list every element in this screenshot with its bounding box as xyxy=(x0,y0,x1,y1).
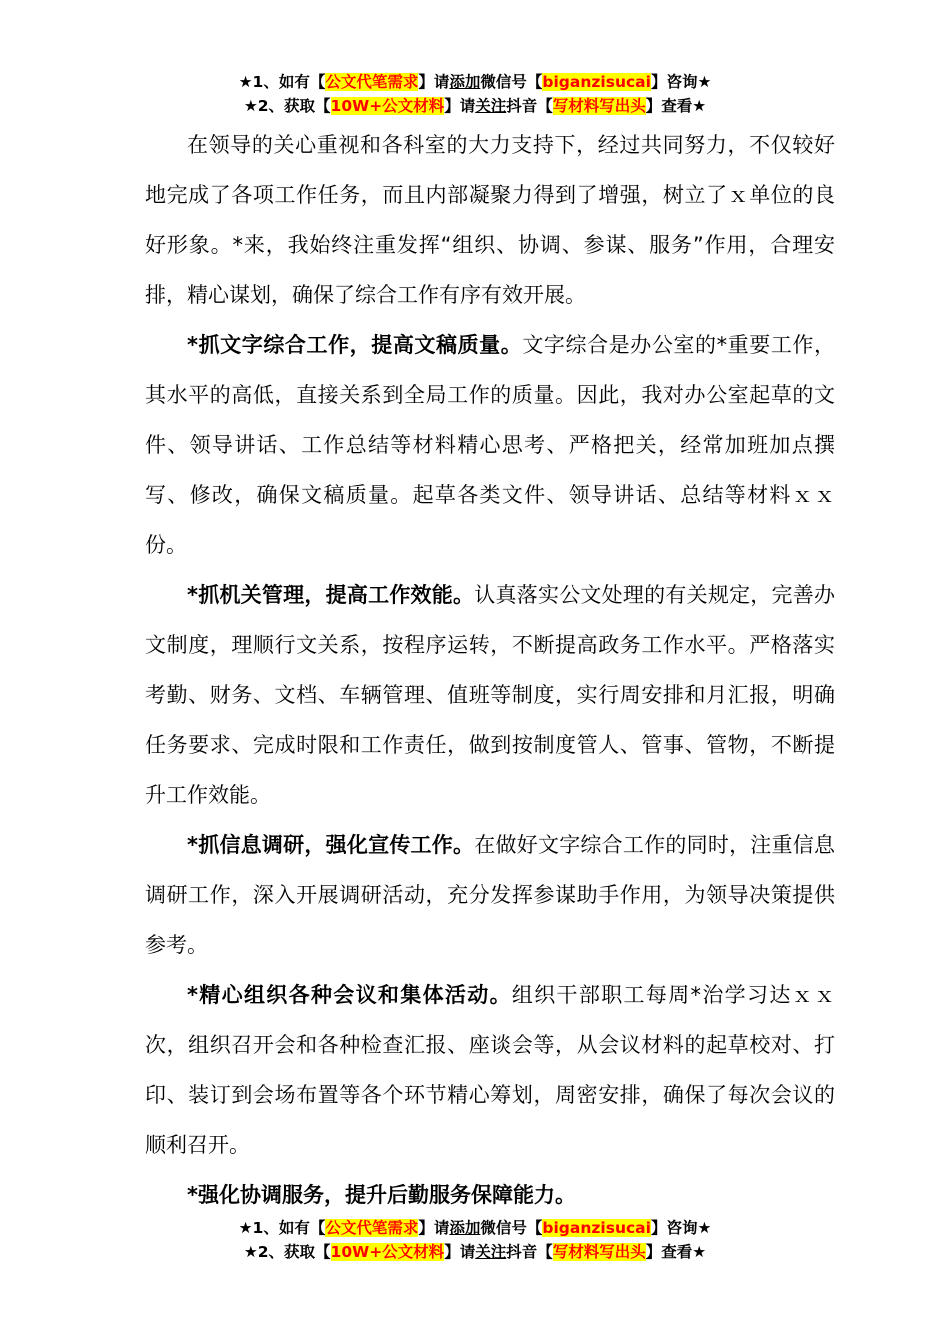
highlight-text: 10W+公文材料 xyxy=(330,1243,445,1261)
paragraph-heading: *抓文字综合工作，提高文稿质量。 xyxy=(187,333,523,357)
bottom-banner xyxy=(0,1216,950,1264)
banner-line-1: ★1、如有【公文代笔需求】请添加微信号【biganzisucai】咨询★ xyxy=(238,73,712,91)
wechat-id: biganzisucai xyxy=(542,1219,651,1237)
paragraph-heading: *精心组织各种会议和集体活动。 xyxy=(187,983,512,1007)
paragraph xyxy=(145,570,835,820)
douyin-account: 写材料写出头 xyxy=(552,97,646,115)
highlight-text: 公文代笔需求 xyxy=(325,73,419,91)
highlight-text: 公文代笔需求 xyxy=(325,1219,419,1237)
banner-line-1: ★1、如有【公文代笔需求】请添加微信号【biganzisucai】咨询★ xyxy=(238,1219,712,1237)
paragraph xyxy=(145,820,835,970)
paragraph xyxy=(145,320,835,570)
highlight-text: 10W+公文材料 xyxy=(330,97,445,115)
paragraph xyxy=(145,970,835,1170)
underlined-text: 添加 xyxy=(449,73,481,91)
paragraph-heading: *抓机关管理，提高工作效能。 xyxy=(187,583,475,607)
banner-line-2: ★2、获取【10W+公文材料】请关注抖音【写材料写出头】查看★ xyxy=(243,97,707,115)
paragraph xyxy=(145,1170,835,1220)
underlined-text: 关注 xyxy=(475,1243,507,1261)
paragraph-text: 组织干部职工每周*治学习达ｘｘ次，组织召开会和各种检查汇报、座谈会等，从会议材料的起草校对、打印、装订到会场布置等各个环节精心筹划，周密安排，确保了每次会议的顺利召开。 xyxy=(145,983,835,1157)
paragraph-text: 在领导的关心重视和各科室的大力支持下，经过共同努力，不仅较好地完成了各项工作任务，而且内部凝聚力得到了增强，树立了ｘ单位的良好形象。*来，我始终注重发挥“组织、协调、参谋、服务”作用，合理安排，精心谋划，确保了综合工作有序有效开展。 xyxy=(145,133,835,307)
paragraph-heading: *强化协调服务，提升后勤服务保障能力。 xyxy=(187,1183,576,1207)
paragraph-text: 文字综合是办公室的*重要工作，其水平的高低，直接关系到全局工作的质量。因此，我对办公室起草的文件、领导讲话、工作总结等材料精心思考、严格把关，经常加班加点撰写、修改，确保文稿质量。起草各类文件、领导讲话、总结等材料ｘｘ份。 xyxy=(145,333,836,557)
wechat-id: biganzisucai xyxy=(542,73,651,91)
underlined-text: 添加 xyxy=(449,1219,481,1237)
douyin-account: 写材料写出头 xyxy=(552,1243,646,1261)
underlined-text: 关注 xyxy=(475,97,507,115)
paragraph-heading: *抓信息调研，强化宣传工作。 xyxy=(187,833,475,857)
paragraph xyxy=(145,120,835,320)
document-body xyxy=(145,120,835,1220)
banner-line-2: ★2、获取【10W+公文材料】请关注抖音【写材料写出头】查看★ xyxy=(243,1243,707,1261)
paragraph-text: 在做好文字综合工作的同时，注重信息调研工作，深入开展调研活动，充分发挥参谋助手作用，为领导决策提供参考。 xyxy=(145,833,836,957)
paragraph-text: 认真落实公文处理的有关规定，完善办文制度，理顺行文关系，按程序运转，不断提高政务工作水平。严格落实考勤、财务、文档、车辆管理、值班等制度，实行周安排和月汇报，明确任务要求、完成时限和工作责任，做到按制度管人、管事、管物，不断提升工作效能。 xyxy=(145,583,836,807)
top-banner xyxy=(0,70,950,118)
